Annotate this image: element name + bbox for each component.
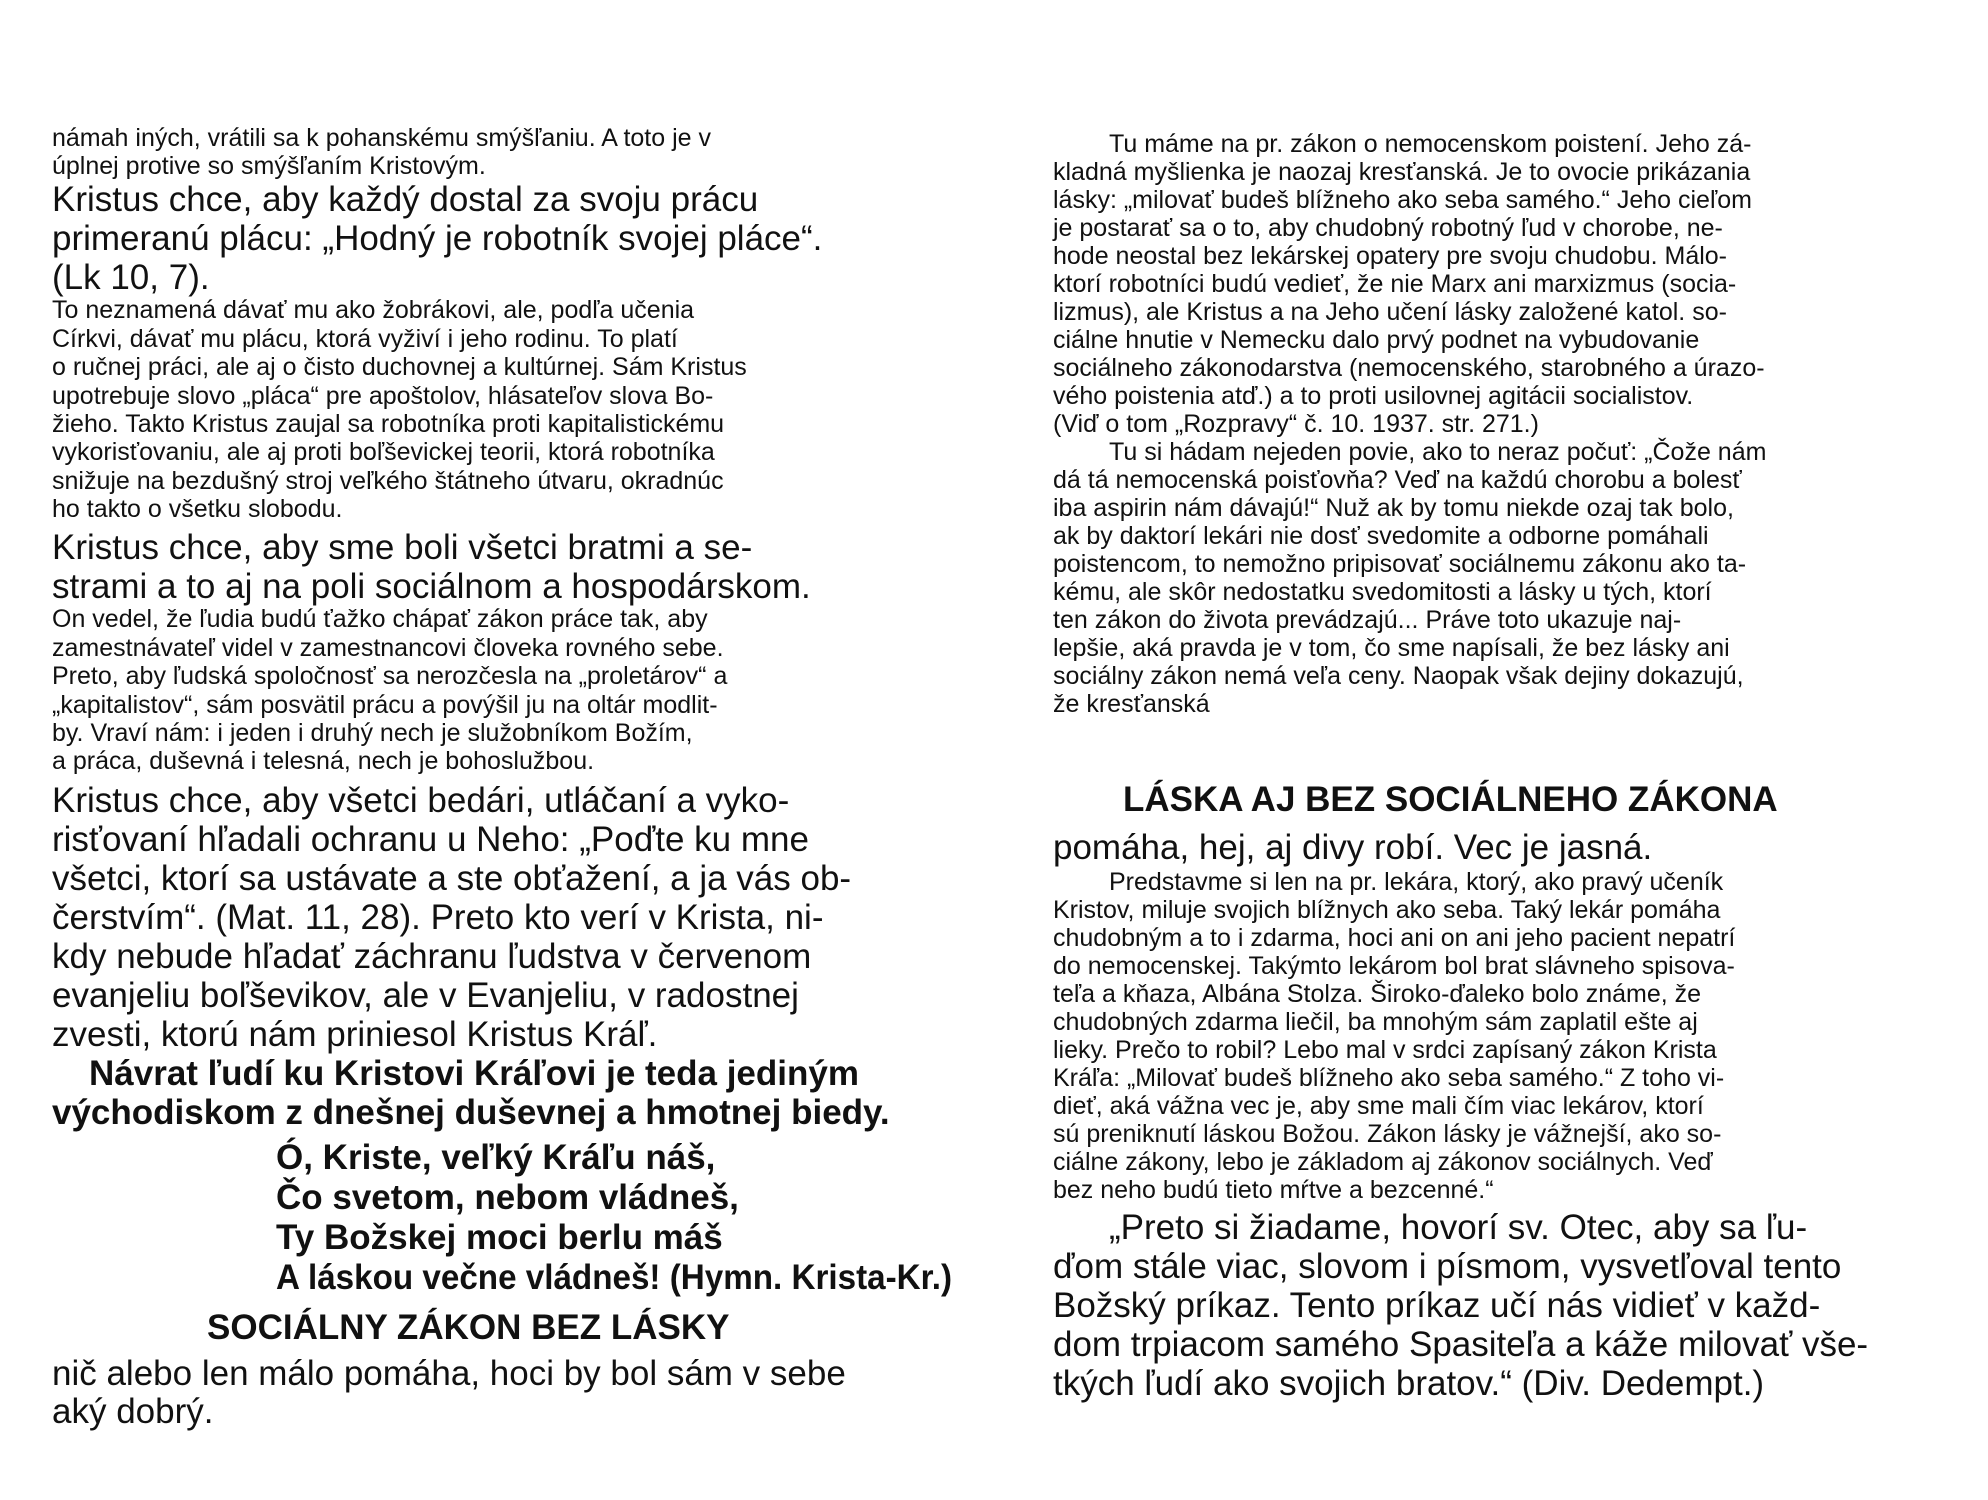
text-line: pomáha, hej, aj divy robí. Vec je jasná. xyxy=(1053,828,1653,867)
text-line: dom trpiacom samého Spasiteľa a káže milovať vše- xyxy=(1053,1325,1869,1364)
text-line: ciálne zákony, lebo je základom aj zákonov sociálnych. Veď xyxy=(1053,1148,1713,1176)
text-line: bez neho budú tieto mŕtve a bezcenné.“ xyxy=(1053,1176,1494,1204)
text-line: dá tá nemocenská poisťovňa? Veď na každú chorobu a bolesť xyxy=(1053,466,1742,494)
text-line: chudobných zdarma liečil, ba mnohým sám zaplatil ešte aj xyxy=(1053,1008,1698,1036)
text-line: je postarať sa o to, aby chudobný robotný ľud v chorobe, ne- xyxy=(1053,214,1723,242)
text-line: poistencom, to nemožno pripisovať sociálnemu zákonu ako ta- xyxy=(1053,550,1747,578)
text-line: zamestnávateľ videl v zamestnancovi človeka rovného sebe. xyxy=(52,634,724,662)
text-line: čerstvím“. (Mat. 11, 28). Preto kto verí v Krista, ni- xyxy=(52,898,824,937)
text-line: že kresťanská xyxy=(1053,690,1210,718)
text-line: vykorisťovaniu, ale aj proti boľševickej teorii, ktorá robotníka xyxy=(52,438,715,466)
text-line: ho takto o všetku slobodu. xyxy=(52,495,343,523)
text-line: upotrebuje slovo „pláca“ pre apoštolov, hlásateľov slova Bo- xyxy=(52,382,714,410)
text-line: Predstavme si len na pr. lekára, ktorý, ako pravý učeník xyxy=(1109,868,1724,896)
text-line: ciálne hnutie v Nemecku dalo prvý podnet na vybudovanie xyxy=(1053,326,1700,354)
text-line: všetci, ktorí sa ustávate a ste obťažení, a ja vás ob- xyxy=(52,859,852,898)
text-line: ďom stále viac, slovom i písmom, vysvetľoval tento xyxy=(1053,1247,1842,1286)
text-line: ak by daktorí lekári nie dosť svedomite a odborne pomáhali xyxy=(1053,522,1709,550)
text-line: a práca, duševná i telesná, nech je bohoslužbou. xyxy=(52,747,595,775)
text-line: risťovaní hľadali ochranu u Neho: „Poďte ku mne xyxy=(52,820,809,859)
text-line: aký dobrý. xyxy=(52,1392,214,1431)
text-line: On vedel, že ľudia budú ťažko chápať zákon práce tak, aby xyxy=(52,605,708,633)
text-line: Kristus chce, aby každý dostal za svoju prácu xyxy=(52,180,759,219)
text-line: Církvi, dávať mu plácu, ktorá vyživí i jeho rodinu. To platí xyxy=(52,325,678,353)
text-line: kému, ale skôr nedostatku svedomitosti a lásky u tých, ktorí xyxy=(1053,578,1712,606)
text-line: To neznamená dávať mu ako žobrákovi, ale, podľa učenia xyxy=(52,296,695,324)
text-line: Kráľa: „Milovať budeš blížneho ako seba samého.“ Z toho vi- xyxy=(1053,1064,1725,1092)
poem-line: Ó, Kriste, veľký Kráľu náš, xyxy=(276,1138,716,1177)
text-line: ktorí robotníci budú vedieť, že nie Marx ani marxizmus (socia- xyxy=(1053,270,1737,298)
text-line: dieť, aká vážna vec je, aby sme mali čím viac lekárov, ktorí xyxy=(1053,1092,1704,1120)
text-line: snižuje na bezdušný stroj veľkého štátneho útvaru, okradnúc xyxy=(52,467,724,495)
text-line: lepšie, aká pravda je v tom, čo sme napísali, že bez lásky ani xyxy=(1053,634,1730,662)
text-line: „kapitalistov“, sám posvätil prácu a povýšil ju na oltár modlit- xyxy=(52,691,718,719)
text-line: o ručnej práci, ale aj o čisto duchovnej a kultúrnej. Sám Kristus xyxy=(52,353,747,381)
text-line: námah iných, vrátili sa k pohanskému smýšľaniu. A toto je v xyxy=(52,124,711,152)
poem-line: Čo svetom, nebom vládneš, xyxy=(276,1178,739,1217)
text-line: teľa a kňaza, Albána Stolza. Široko-ďaleko bolo známe, že xyxy=(1053,980,1702,1008)
text-line: (Viď o tom „Rozpravy“ č. 10. 1937. str. 271.) xyxy=(1053,410,1539,438)
text-line: žieho. Takto Kristus zaujal sa robotníka proti kapitalistickému xyxy=(52,410,725,438)
text-line: Návrat ľudí ku Kristovi Kráľovi je teda jediným xyxy=(89,1054,859,1093)
text-line: lásky: „milovať budeš blížneho ako seba samého.“ Jeho cieľom xyxy=(1053,186,1752,214)
text-line: kladná myšlienka je naozaj kresťanská. Je to ovocie prikázania xyxy=(1053,158,1751,186)
poem-line: A láskou večne vládneš! (Hymn. Krista-Kr.) xyxy=(276,1258,952,1297)
text-line: Kristus chce, aby všetci bedári, utláčaní a vyko- xyxy=(52,781,790,820)
text-line: (Lk 10, 7). xyxy=(52,258,210,297)
text-line: „Preto si žiadame, hovorí sv. Otec, aby sa ľu- xyxy=(1109,1208,1808,1247)
text-line: lizmus), ale Kristus a na Jeho učení lásky založené katol. so- xyxy=(1053,298,1727,326)
text-line: sociálneho zákonodarstva (nemocenského, starobného a úrazo- xyxy=(1053,354,1765,382)
text-line: Preto, aby ľudská spoločnosť sa nerozčesla na „proletárov“ a xyxy=(52,662,728,690)
text-line: evanjeliu boľševikov, ale v Evanjeliu, v radostnej xyxy=(52,976,799,1015)
text-line: chudobným a to i zdarma, hoci ani on ani jeho pacient nepatrí xyxy=(1053,924,1736,952)
text-line: primeranú plácu: „Hodný je robotník svojej pláce“. xyxy=(52,219,823,258)
poem-line: Ty Božskej moci berlu máš xyxy=(276,1218,723,1257)
text-line: Tu si hádam nejeden povie, ako to neraz počuť: „Čože nám xyxy=(1109,438,1767,466)
text-line: úplnej protive so smýšľaním Kristovým. xyxy=(52,152,486,180)
text-line: východiskom z dnešnej duševnej a hmotnej biedy. xyxy=(52,1093,890,1132)
text-line: sú preniknutí láskou Božou. Zákon lásky je vážnejší, ako so- xyxy=(1053,1120,1722,1148)
section-heading: LÁSKA AJ BEZ SOCIÁLNEHO ZÁKONA xyxy=(1123,780,1778,819)
text-line: kdy nebude hľadať záchranu ľudstva v červenom xyxy=(52,937,812,976)
text-line: sociálny zákon nemá veľa ceny. Naopak však dejiny dokazujú, xyxy=(1053,662,1744,690)
text-line: Tu máme na pr. zákon o nemocenskom poistení. Jeho zá- xyxy=(1109,130,1752,158)
text-line: iba aspirin nám dávajú!“ Nuž ak by tomu niekde ozaj tak bolo, xyxy=(1053,494,1734,522)
text-line: Božský príkaz. Tento príkaz učí nás vidieť v každ- xyxy=(1053,1286,1821,1325)
section-heading: SOCIÁLNY ZÁKON BEZ LÁSKY xyxy=(207,1308,730,1347)
text-line: lieky. Prečo to robil? Lebo mal v srdci zapísaný zákon Krista xyxy=(1053,1036,1717,1064)
text-line: ten zákon do života prevádzajú... Práve toto ukazuje naj- xyxy=(1053,606,1682,634)
text-line: Kristus chce, aby sme boli všetci bratmi a se- xyxy=(52,528,753,567)
text-line: hode neostal bez lekárskej opatery pre svoju chudobu. Málo- xyxy=(1053,242,1728,270)
text-line: by. Vraví nám: i jeden i druhý nech je služobníkom Božím, xyxy=(52,719,693,747)
text-line: Kristov, miluje svojich blížnych ako seba. Taký lekár pomáha xyxy=(1053,896,1721,924)
text-line: nič alebo len málo pomáha, hoci by bol sám v sebe xyxy=(52,1354,846,1393)
text-line: do nemocenskej. Takýmto lekárom bol brat slávneho spisova- xyxy=(1053,952,1735,980)
text-line: vého poistenia atď.) a to proti usilovnej agitácii socialistov. xyxy=(1053,382,1694,410)
text-line: strami a to aj na poli sociálnom a hospodárskom. xyxy=(52,567,811,606)
text-line: zvesti, ktorú nám priniesol Kristus Kráľ. xyxy=(52,1015,658,1054)
text-line: tkých ľudí ako svojich bratov.“ (Div. Dedempt.) xyxy=(1053,1364,1765,1403)
